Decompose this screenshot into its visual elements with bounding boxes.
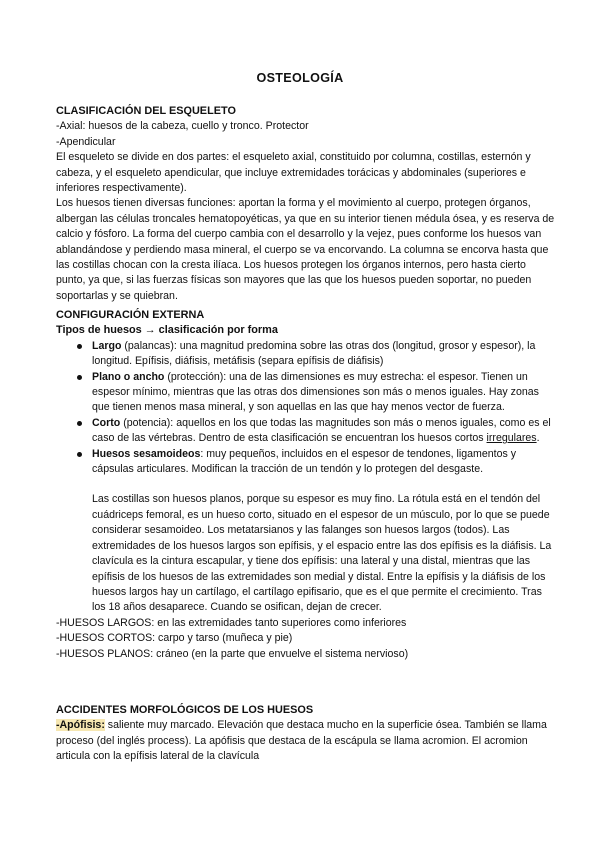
list-line: -HUESOS CORTOS: carpo y tarso (muñeca y pie)	[56, 632, 293, 645]
paragraph: El esqueleto se divide en dos partes: el esqueleto axial, constituido por columna, costillas, esternón y cabeza, y el esqueleto apendicular, que incluye extremidades torácicas y abdominales (superiores e inferiores respectivamente).	[56, 151, 531, 195]
paragraph: Los huesos tienen diversas funciones: aportan la forma y el movimiento al cuerpo, protegen órganos, albergan las células troncales hematopoyéticas, ya que en su interior tienen médula ósea, y es reserva de calcio y fósforo. La forma del cuerpo cambia con el desarrollo y la vejez, pues conforme los huesos van ablandándose y perdiendo masa mineral, el cuerpo se va encorvando. La columna se encorva hasta que las costillas chocan con la cresta ilíaca. Los huesos protegen los órganos internos, pero hasta cierto punto, ya que, si las fuerzas físicas son mayores que las que los huesos pueden soportar, no pueden soportarlas y se quiebran.	[56, 197, 555, 302]
list-item	[56, 447, 556, 478]
section-heading: CONFIGURACIÓN EXTERNA	[56, 309, 205, 321]
list-item	[56, 370, 556, 416]
term: Largo	[92, 339, 122, 352]
section-heading: ACCIDENTES MORFOLÓGICOS DE LOS HUESOS	[56, 704, 314, 716]
term-text-end: .	[536, 432, 540, 445]
term: Corto	[92, 416, 121, 429]
underlined-word: irregulares	[486, 432, 537, 445]
term-text: (palancas): una magnitud predomina sobre las otras dos (longitud, grosor y espesor), la longitud. Epífisis, diáfisis, metáfisis (separa epífisis de diáfisis)	[92, 339, 536, 368]
highlighted-term: -Apófisis:	[56, 719, 105, 732]
section-accidentes	[56, 703, 556, 765]
list-item	[56, 339, 556, 370]
bone-types-list	[56, 339, 556, 478]
term-text: : muy pequeños, incluidos en el espesor de tendones, ligamentos y cápsulas articulares. Modifican la tracción de un tendón y lo protegen del desgaste.	[92, 447, 516, 476]
section-clasificacion	[56, 104, 556, 304]
list-line: -HUESOS LARGOS: en las extremidades tanto superiores como inferiores	[56, 616, 407, 629]
axial-line: -Axial: huesos de la cabeza, cuello y tronco. Protector	[56, 120, 309, 133]
section-heading: CLASIFICACIÓN DEL ESQUELETO	[56, 105, 236, 117]
term-text: saliente muy marcado. Elevación que destaca mucho en la superficie ósea. También se llama proceso (del inglés process). La apófisis que destaca de la escápula se llama acromion. El acromion articula con la epífisis lateral de la clavícula	[56, 719, 547, 763]
apendicular-line: -Apendicular	[56, 135, 116, 148]
paragraph: Las costillas son huesos planos, porque su espesor es muy fino. La rótula está en el tendón del cuádriceps femoral, es un hueso corto, situado en el espesor de un músculo, por lo que se puede considerar sesamoideo. Los metatarsianos y las falanges son huesos largos (todos). Las extremidades de los huesos largos son epífisis, y el espacio entre las dos epífisis es la diáfisis. La clavícula es la cintura escapular, y tiene dos epífisis: una lateral y una distal, mientras que las epífisis de los huesos de las extremidades son medial y distal. Entre la epífisis y la diáfisis de los huesos largos hay un cartílago, el cartílago epifisario, que es el que permite el crecimiento. Tras los 18 años desaparece. Cuando se osifican, dejan de crecer.	[92, 493, 552, 614]
subheading: Tipos de huesos → clasificación por forma	[56, 324, 278, 337]
list-item	[56, 416, 556, 447]
section-configuracion	[56, 308, 556, 662]
term-text: (protección): una de las dimensiones es muy estrecha: el espesor. Tienen un espesor mínimo, mientras que las otras dos dimensiones son más o menos iguales. Hay zonas que tienen menos masa mineral, y son aquellas en las que hay menos vector de fuerza.	[92, 370, 539, 414]
list-line: -HUESOS PLANOS: cráneo (en la parte que envuelve el sistema nervioso)	[56, 647, 409, 660]
term: Plano o ancho	[92, 370, 165, 383]
term-text: (potencia): aquellos en los que todas las magnitudes son más o menos iguales, como es el caso de las vértebras. Dentro de esta clasificación se encuentran los huesos cortos	[92, 416, 551, 445]
term: Huesos sesamoideos	[92, 447, 201, 460]
paragraph	[56, 718, 556, 764]
page-title: OSTEOLOGÍA	[256, 71, 344, 85]
